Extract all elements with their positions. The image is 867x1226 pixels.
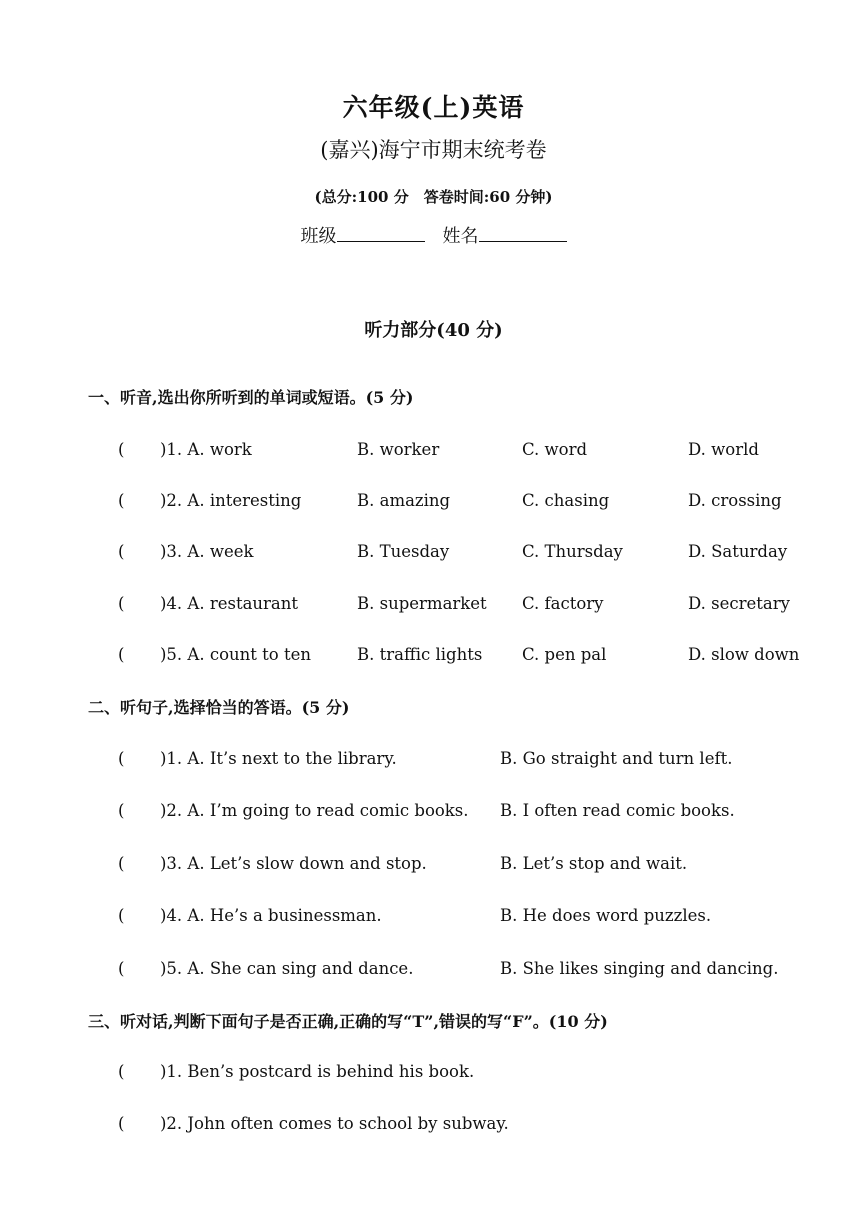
- section1-heading: 一、听音,选出你所听到的单词或短语。(5 分): [88, 388, 414, 407]
- part-title: 听力部分(40 分): [364, 320, 503, 341]
- answer-paren[interactable]: (: [118, 594, 125, 613]
- option-d: D. crossing: [688, 491, 782, 510]
- option-d: D. world: [688, 440, 759, 459]
- question-row: [0, 645, 867, 669]
- answer-paren[interactable]: (: [118, 906, 125, 925]
- option-c: C. chasing: [522, 491, 610, 510]
- option-a: )4. A. restaurant: [160, 594, 299, 613]
- class-label: 班级: [300, 226, 337, 247]
- exam-title: 六年级(上)英语: [342, 93, 525, 122]
- answer-paren[interactable]: (: [118, 801, 125, 820]
- option-a: )4. A. He’s a businessman.: [160, 906, 382, 925]
- answer-paren[interactable]: (: [118, 1062, 125, 1081]
- option-b: B. He does word puzzles.: [500, 906, 712, 925]
- option-c: C. word: [522, 440, 588, 459]
- answer-paren[interactable]: (: [118, 1114, 125, 1133]
- question-row: [0, 801, 867, 825]
- question-row: [0, 749, 867, 773]
- section2-heading: 二、听句子,选择恰当的答语。(5 分): [88, 698, 350, 717]
- question-row: [0, 906, 867, 930]
- question-row: [0, 440, 867, 464]
- answer-paren[interactable]: (: [118, 491, 125, 510]
- question-row: [0, 594, 867, 618]
- option-d: D. slow down: [688, 645, 800, 664]
- option-b: B. Go straight and turn left.: [500, 749, 733, 768]
- option-b: B. Tuesday: [357, 542, 450, 561]
- option-a: )1. A. work: [160, 440, 252, 459]
- option-a: )2. A. I’m going to read comic books.: [160, 801, 469, 820]
- option-b: B. worker: [357, 440, 440, 459]
- option-b: B. supermarket: [357, 594, 487, 613]
- section3-heading: 三、听对话,判断下面句子是否正确,正确的写“T”,错误的写“F”。(10 分): [88, 1012, 608, 1031]
- name-blank[interactable]: [479, 223, 567, 242]
- option-a: )5. A. She can sing and dance.: [160, 959, 414, 978]
- option-b: B. I often read comic books.: [500, 801, 735, 820]
- option-a: )1. A. It’s next to the library.: [160, 749, 397, 768]
- answer-paren[interactable]: (: [118, 645, 125, 664]
- question-row: [0, 1114, 867, 1138]
- option-b: B. amazing: [357, 491, 451, 510]
- question-row: [0, 491, 867, 515]
- option-a: )2. A. interesting: [160, 491, 302, 510]
- answer-paren[interactable]: (: [118, 440, 125, 459]
- option-b: B. Let’s stop and wait.: [500, 854, 688, 873]
- student-info-line: [0, 222, 867, 248]
- name-label: 姓名: [442, 226, 479, 247]
- option-d: D. secretary: [688, 594, 790, 613]
- statement-text: )2. John often comes to school by subway.: [160, 1114, 509, 1133]
- class-blank[interactable]: [337, 223, 425, 242]
- option-a: )5. A. count to ten: [160, 645, 311, 664]
- question-row: [0, 1062, 867, 1086]
- answer-paren[interactable]: (: [118, 959, 125, 978]
- option-c: C. Thursday: [522, 542, 623, 561]
- option-d: D. Saturday: [688, 542, 788, 561]
- option-a: )3. A. week: [160, 542, 254, 561]
- question-row: [0, 854, 867, 878]
- option-c: C. factory: [522, 594, 604, 613]
- option-a: )3. A. Let’s slow down and stop.: [160, 854, 427, 873]
- question-row: [0, 959, 867, 983]
- answer-paren[interactable]: (: [118, 542, 125, 561]
- statement-text: )1. Ben’s postcard is behind his book.: [160, 1062, 475, 1081]
- question-row: [0, 542, 867, 566]
- option-b: B. traffic lights: [357, 645, 483, 664]
- answer-paren[interactable]: (: [118, 854, 125, 873]
- answer-paren[interactable]: (: [118, 749, 125, 768]
- exam-meta: (总分:100 分 答卷时间:60 分钟): [314, 188, 553, 206]
- option-c: C. pen pal: [522, 645, 607, 664]
- exam-subtitle: (嘉兴)海宁市期末统考卷: [320, 138, 547, 162]
- option-b: B. She likes singing and dancing.: [500, 959, 779, 978]
